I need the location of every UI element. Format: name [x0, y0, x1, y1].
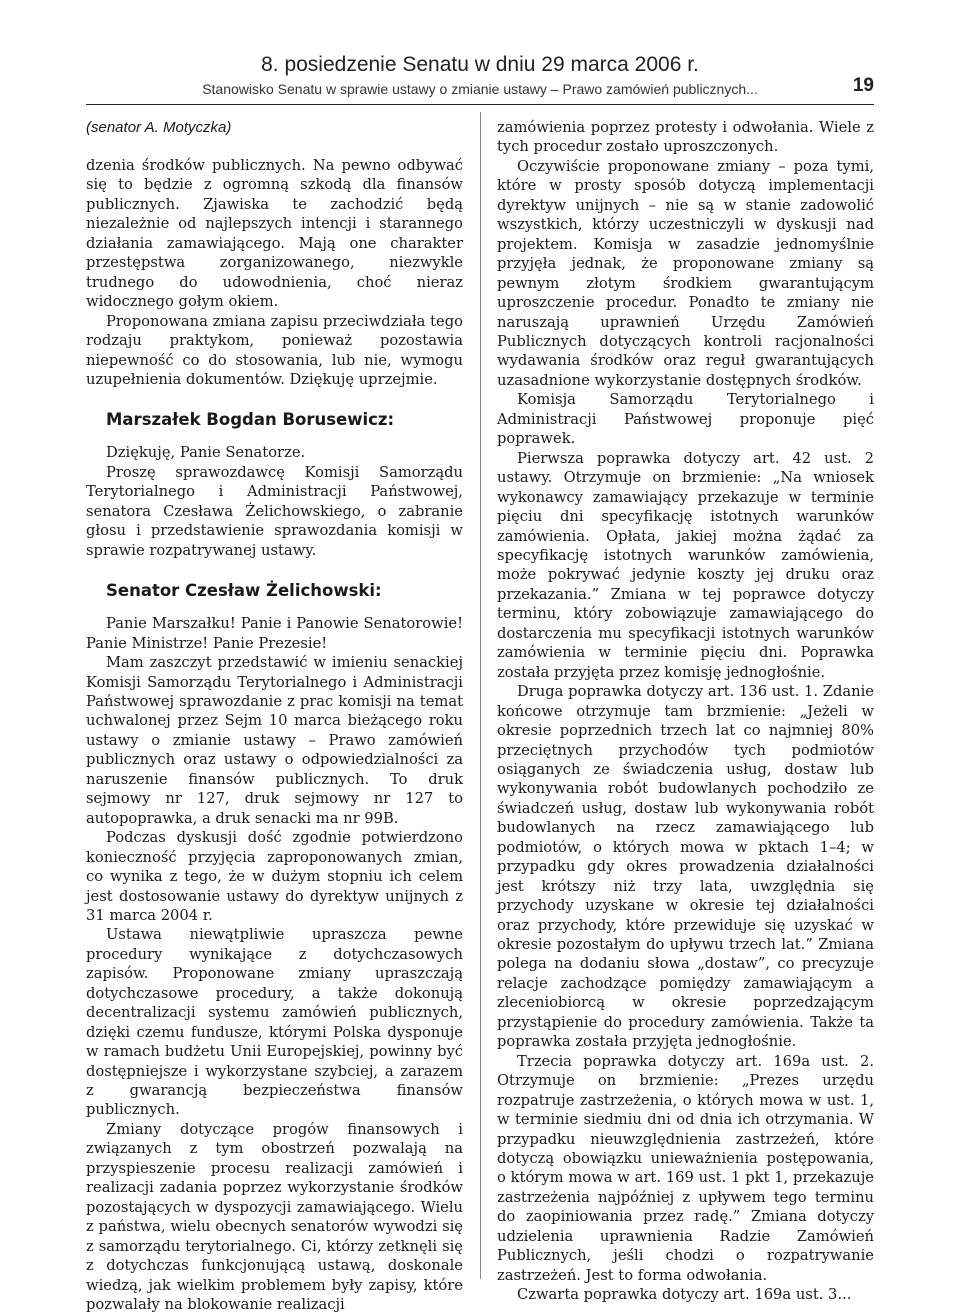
speaker-note: (senator A. Motyczka) — [86, 119, 232, 136]
paragraph: Proponowana zmiana zapisu przeciwdziała tego rodzaju praktykom, ponieważ pozostawia niepewność co do stosowania, lub nie, wymogu uzupełnienia dokumentów. Dziękuję uprzejmie. — [86, 312, 463, 388]
paragraph: Proszę sprawozdawcę Komisji Samorządu Terytorialnego i Administracji Państwowej, senatora Czesława Żelichowskiego, o zabranie głosu i przedstawienie sprawozdania komisji w sprawie rozpatrywanej ustawy. — [86, 463, 463, 559]
paragraph: Trzecia poprawka dotyczy art. 169a ust. 2. Otrzymuje on brzmienie: „Prezes urzędu rozpatruje zastrzeżenia, o których mowa w ust. 1, w terminie siedmiu dni od dnia ich otrzymania. W przypadku nieuwzględnienia zastrzeżeń, które dotyczą obowiązku unieważnienia postępowania, o którym mowa w art. 169 ust. 1 pkt 1, przekazuje zastrzeżenia najpóźniej z upływem tego terminu do zaopiniowania przez radę.” Zmiana dotyczy udzielenia uprawnienia Radzie Zamówień Publicznych, jeśli chodzi o rozpatrywanie zastrzeżeń. Jest to forma odwołania. — [497, 1052, 874, 1284]
paragraph: Ustawa niewątpliwie upraszcza pewne procedury wynikające z dotychczasowych zapisów. Proponowane zmiany upraszczają dotychczasowe procedury, a także dokonują decentralizacji systemu zamówień publicznych, dzięki czemu fundusze, którymi Polska dysponuje w ramach budżetu Unii Europejskiej, powinny być dostępniejsze i wykorzystane szybciej, a zarazem z gwarancją bezpieczeństwa finansów publicznych. — [86, 926, 463, 1119]
page-header — [0, 52, 960, 98]
header-title: 8. posiedzenie Senatu w dniu 29 marca 2006 r. — [261, 53, 699, 76]
left-column — [86, 118, 463, 1314]
paragraph: Panie Marszałku! Panie i Panowie Senatorowie! Panie Ministrze! Panie Prezesie! — [86, 615, 463, 652]
paragraph: Pierwsza poprawka dotyczy art. 42 ust. 2 ustawy. Otrzymuje on brzmienie: „Na wniosek wykonawcy zamawiający przekazuje w terminie pięciu dni specyfikację istotnych warunków zamówienia. Opłata, jakiej można żądać za specyfikację istotnych warunków zamówienia, może pokrywać jedynie koszty jej druku oraz przekazania.” Zmiana w tej poprawce dotyczy terminu, który zobowiązuje zamawiającego do dostarczenia mu specyfikacji istotnych warunków zamówienia w terminie pięciu dni. Poprawka została przyjęta przez komisję jednogłośnie. — [497, 449, 874, 681]
paragraph: Oczywiście proponowane zmiany – poza tymi, które w prosty sposób dotyczą implementacji dyrektyw unijnych – nie są w stanie zadowolić wszystkich, którzy uczestniczyli w dyskusji nad projektem. Komisja w zasadzie jednomyślnie przyjęła jednak, że proponowane zmiany są pewnym złotym środkiem gwarantującym uproszczenie procedur. Ponadto te zmiany nie naruszają uprawnień Urzędu Zamówień Publicznych dotyczących kontroli racjonalności wydawania środków oraz reguł gwarantujących uzasadnione wykorzystanie dostępnych środków. — [497, 157, 874, 389]
paragraph: Podczas dyskusji dość zgodnie potwierdzono konieczność przyjęcia zaproponowanych zmian, co wynika z tego, że w dużym stopniu ich celem jest dostosowanie ustawy do dyrektyw unijnych z 31 marca 2004 r. — [86, 829, 463, 924]
paragraph: Zmiany dotyczące progów finansowych i związanych z tym obostrzeń pozwalają na przyspieszenie procesu realizacji zamówień i realizacji zadania poprzez wykorzystanie środków pozostających w dyspozycji zamawiającego. Wielu z państwa, wielu obecnych senatorów wywodzi się z samorządu terytorialnego. Ci, którzy zetknęli się z dotychczas funkcjonującą ustawą, doskonale wiedzą, jak wielkim problemem były zapisy, które pozwalały na blokowanie realizacji — [86, 1120, 463, 1314]
speaker-heading: Marszałek Bogdan Borusewicz: — [106, 410, 395, 430]
speaker-heading: Senator Czesław Żelichowski: — [106, 581, 382, 601]
paragraph: Czwarta poprawka dotyczy art. 169a ust. 3... — [517, 1286, 852, 1304]
column-divider — [480, 112, 481, 1279]
paragraph: dzenia środków publicznych. Na pewno odbywać się to będzie z ogromną szkodą dla finansów publicznych. Zjawiska te zachodzić będą niezależnie od najlepszych intencji i starannego działania zamawiającego. Mają one charakter przestępstwa zorganizowanego, niezwykle trudnego do udowodnienia, choć nieraz widocznego gołym okiem. — [86, 157, 463, 311]
paragraph: zamówienia poprzez protesty i odwołania. Wiele z tych procedur zostało uproszczonych. — [497, 119, 874, 156]
paragraph: Komisja Samorządu Terytorialnego i Administracji Państwowej proponuje pięć poprawek. — [497, 391, 874, 448]
header-subtitle: Stanowisko Senatu w sprawie ustawy o zmianie ustawy – Prawo zamówień publicznych... — [202, 81, 758, 97]
right-column — [497, 118, 874, 1305]
paragraph: Dziękuję, Panie Senatorze. — [106, 444, 306, 462]
paragraph: Druga poprawka dotyczy art. 136 ust. 1. Zdanie końcowe otrzymuje tam brzmienie: „Jeżeli w okresie poprzednich trzech lat co najmniej 80% przeciętnych przychodów tych podmiotów osiąganych ze świadczenia usług, dostaw lub wykonywania robót budowlanych pochodziło ze świadczeń usług, dostaw lub wykonywania robót budowlanych na rzecz zamawiającego lub podmiotów, o których mowa w pktach 1–4; w przypadku gdy okres prowadzenia działalności jest krótszy niż trzy lata, uwzględnia się przychody uzyskane w okresie tej działalności oraz przychody, które przewiduje się uzyskać w okresie pozostałym do upływu trzech lat.” Zmiana polega na dodaniu słowa „dostaw”, co precyzuje relacje zachodzące pomiędzy zamawiającym a zleceniobiorcą w okresie poprzedzającym przystąpienie do procedury zamówienia. Także ta poprawka została przyjęta jednogłośnie. — [497, 683, 874, 1051]
paragraph: Mam zaszczyt przedstawić w imieniu senackiej Komisji Samorządu Terytorialnego i Administracji Państwowej sprawozdanie z prac komisji na temat uchwalonej przez Sejm 10 marca bieżącego roku ustawy o zmianie ustawy – Prawo zamówień publicznych oraz ustawy o odpowiedzialności za naruszenie finansów publicznych. To druk sejmowy nr 127, druk sejmowy nr 127 to autopoprawka, a druk senacki ma nr 99B. — [86, 654, 463, 827]
page-number: 19 — [852, 75, 874, 96]
header-rule — [86, 104, 874, 105]
